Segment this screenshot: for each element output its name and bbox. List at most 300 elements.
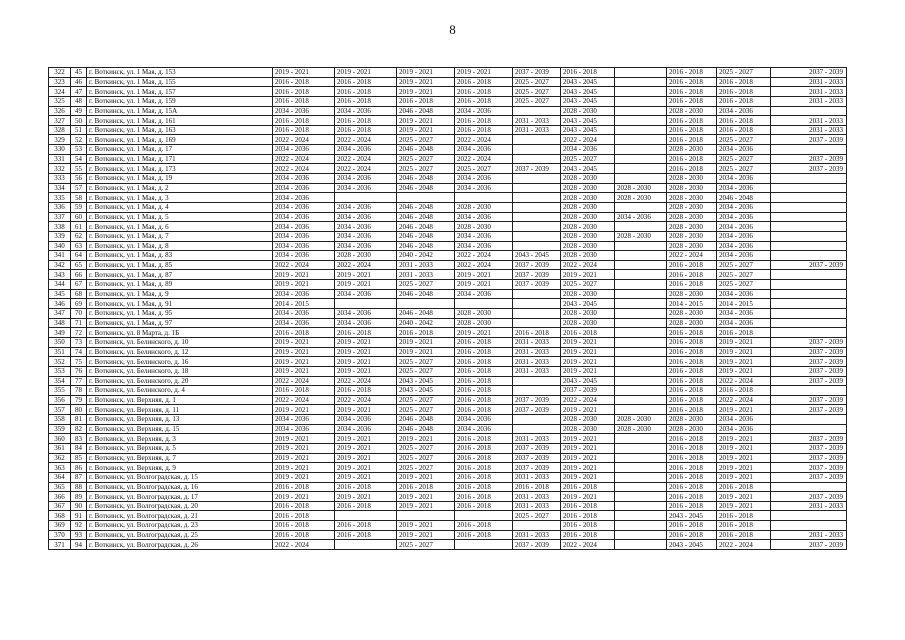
period-cell: 2022 - 2024 [273,135,335,145]
period-cell: 2016 - 2018 [561,68,615,78]
period-cell [513,145,561,155]
period-cell: 2016 - 2018 [397,328,455,338]
period-cell: 2043 - 2045 [561,164,615,174]
table-row [49,135,847,145]
item-number-cell: 57 [71,183,87,193]
period-cell: 2046 - 2048 [397,309,455,319]
row-number-cell: 323 [49,77,71,87]
period-cell: 2025 - 2027 [717,164,771,174]
address-cell: г. Воткинск, ул. 1 Мая, д. 161 [87,116,273,126]
period-cell: 2028 - 2030 [667,193,717,203]
period-cell: 2022 - 2024 [335,135,397,145]
period-cell: 2043 - 2045 [397,376,455,386]
period-cell: 2031 - 2033 [513,337,561,347]
period-cell: 2019 - 2021 [273,337,335,347]
period-cell: 2037 - 2039 [513,260,561,270]
period-cell: 2016 - 2018 [455,434,513,444]
period-cell [615,68,667,78]
period-cell: 2019 - 2021 [455,328,513,338]
period-cell: 2016 - 2018 [561,521,615,531]
period-cell: 2037 - 2039 [771,68,847,78]
item-number-cell: 66 [71,270,87,280]
row-number-cell: 346 [49,299,71,309]
period-cell: 2019 - 2021 [397,77,455,87]
period-cell: 2037 - 2039 [513,280,561,290]
table-row [49,337,847,347]
period-cell: 2016 - 2018 [667,280,717,290]
period-cell: 2037 - 2039 [771,347,847,357]
period-cell: 2046 - 2048 [397,106,455,116]
period-cell: 2046 - 2048 [397,183,455,193]
period-cell: 2016 - 2018 [397,96,455,106]
period-cell: 2037 - 2039 [513,443,561,453]
period-cell: 2028 - 2030 [561,106,615,116]
table-row [49,106,847,116]
period-cell [615,299,667,309]
period-cell: 2025 - 2027 [717,270,771,280]
period-cell: 2025 - 2027 [397,405,455,415]
item-number-cell: 62 [71,231,87,241]
period-cell: 2019 - 2021 [273,463,335,473]
item-number-cell: 93 [71,530,87,540]
period-cell [615,309,667,319]
row-number-cell: 356 [49,395,71,405]
period-cell [771,145,847,155]
row-number-cell: 342 [49,260,71,270]
period-cell: 2019 - 2021 [397,337,455,347]
address-cell: г. Воткинск, ул. Белинского, д. 12 [87,347,273,357]
period-cell: 2019 - 2021 [335,463,397,473]
address-cell: г. Воткинск, ул. Белинского, д. 16 [87,357,273,367]
period-cell: 2028 - 2030 [667,241,717,251]
period-cell [771,270,847,280]
period-cell: 2016 - 2018 [455,521,513,531]
period-cell: 2037 - 2039 [771,357,847,367]
table-row [49,540,847,550]
period-cell: 2043 - 2045 [667,540,717,550]
period-cell: 2019 - 2021 [561,337,615,347]
period-cell: 2028 - 2030 [667,106,717,116]
period-cell: 2037 - 2039 [513,68,561,78]
address-cell: г. Воткинск, ул. Верхняя, д. 3 [87,434,273,444]
period-cell: 2022 - 2024 [335,154,397,164]
address-cell: г. Воткинск, ул. 1 Мая, д. 89 [87,280,273,290]
table-row [49,405,847,415]
period-cell: 2016 - 2018 [717,530,771,540]
address-cell: г. Воткинск, ул. 1 Мая, д. 87 [87,270,273,280]
period-cell: 2019 - 2021 [561,492,615,502]
period-cell: 2034 - 2036 [335,415,397,425]
row-number-cell: 357 [49,405,71,415]
period-cell: 2031 - 2033 [513,366,561,376]
period-cell: 2028 - 2030 [667,183,717,193]
period-cell [615,501,667,511]
period-cell: 2019 - 2021 [717,405,771,415]
address-cell: г. Воткинск, ул. 1 Мая, д. 19 [87,174,273,184]
table-row [49,193,847,203]
table-row [49,521,847,531]
period-cell: 2034 - 2036 [717,202,771,212]
item-number-cell: 70 [71,309,87,319]
period-cell: 2019 - 2021 [397,472,455,482]
item-number-cell: 74 [71,347,87,357]
period-cell: 2037 - 2039 [771,463,847,473]
period-cell: 2031 - 2033 [397,270,455,280]
item-number-cell: 51 [71,125,87,135]
period-cell: 2025 - 2027 [455,164,513,174]
period-cell [615,511,667,521]
period-cell: 2019 - 2021 [561,463,615,473]
item-number-cell: 68 [71,289,87,299]
table-row [49,116,847,126]
address-cell: г. Воткинск, ул. 1 Мая, д. 159 [87,96,273,106]
period-cell: 2034 - 2036 [455,241,513,251]
period-cell [513,183,561,193]
period-cell: 2025 - 2027 [397,164,455,174]
row-number-cell: 353 [49,366,71,376]
period-cell: 2016 - 2018 [273,511,335,521]
period-cell: 2034 - 2036 [455,415,513,425]
period-cell: 2019 - 2021 [455,280,513,290]
period-cell: 2016 - 2018 [455,501,513,511]
period-cell: 2028 - 2030 [561,231,615,241]
period-cell: 2016 - 2018 [273,125,335,135]
period-cell: 2019 - 2021 [717,357,771,367]
period-cell: 2028 - 2030 [615,231,667,241]
row-number-cell: 350 [49,337,71,347]
period-cell: 2016 - 2018 [717,482,771,492]
period-cell [513,521,561,531]
address-cell: г. Воткинск, ул. 1 Мая, д. 4 [87,202,273,212]
period-cell: 2019 - 2021 [335,337,397,347]
period-cell [771,299,847,309]
period-cell: 2043 - 2045 [561,87,615,97]
period-cell [771,193,847,203]
period-cell: 2034 - 2036 [335,309,397,319]
period-cell: 2034 - 2036 [273,289,335,299]
period-cell: 2019 - 2021 [397,68,455,78]
period-cell: 2028 - 2030 [455,202,513,212]
period-cell: 2016 - 2018 [717,521,771,531]
period-cell: 2028 - 2030 [455,222,513,232]
period-cell: 2019 - 2021 [717,443,771,453]
period-cell [513,154,561,164]
table-row [49,366,847,376]
period-cell: 2019 - 2021 [561,472,615,482]
period-cell: 2028 - 2030 [615,424,667,434]
period-cell: 2034 - 2036 [455,289,513,299]
period-cell [615,174,667,184]
address-cell: г. Воткинск, ул. 1 Мая, д. 2 [87,183,273,193]
period-cell: 2031 - 2033 [771,77,847,87]
row-number-cell: 348 [49,318,71,328]
period-cell [771,222,847,232]
period-cell: 2022 - 2024 [273,260,335,270]
period-cell: 2016 - 2018 [667,328,717,338]
period-cell: 2025 - 2027 [513,77,561,87]
period-cell: 2022 - 2024 [335,395,397,405]
item-number-cell: 90 [71,501,87,511]
period-cell [615,434,667,444]
period-cell: 2034 - 2036 [717,241,771,251]
period-cell: 2016 - 2018 [513,482,561,492]
item-number-cell: 83 [71,434,87,444]
period-cell: 2034 - 2036 [335,183,397,193]
period-cell [771,183,847,193]
period-cell: 2016 - 2018 [561,501,615,511]
period-cell [513,222,561,232]
period-cell [771,231,847,241]
period-cell: 2037 - 2039 [771,164,847,174]
row-number-cell: 367 [49,501,71,511]
period-cell: 2019 - 2021 [397,116,455,126]
address-cell: г. Воткинск, ул. 8 Марта, д. 1Б [87,328,273,338]
period-cell: 2019 - 2021 [561,270,615,280]
period-cell: 2025 - 2027 [717,68,771,78]
period-cell: 2034 - 2036 [273,174,335,184]
period-cell: 2037 - 2039 [513,395,561,405]
period-cell: 2019 - 2021 [335,357,397,367]
period-cell: 2016 - 2018 [455,337,513,347]
period-cell: 2016 - 2018 [667,463,717,473]
period-cell [513,299,561,309]
address-cell: г. Воткинск, ул. 1 Мая, д. 173 [87,164,273,174]
period-cell: 2016 - 2018 [335,87,397,97]
period-cell: 2034 - 2036 [273,231,335,241]
period-cell: 2016 - 2018 [667,125,717,135]
item-number-cell: 71 [71,318,87,328]
address-cell: г. Воткинск, ул. Верхняя, д. 15 [87,424,273,434]
period-cell [513,386,561,396]
period-cell [335,540,397,550]
period-cell: 2019 - 2021 [717,501,771,511]
period-cell: 2022 - 2024 [717,395,771,405]
item-number-cell: 84 [71,443,87,453]
table-row [49,511,847,521]
period-cell: 2034 - 2036 [335,145,397,155]
period-cell: 2031 - 2033 [771,87,847,97]
item-number-cell: 58 [71,193,87,203]
period-cell [615,540,667,550]
period-cell: 2016 - 2018 [455,116,513,126]
period-cell: 2019 - 2021 [455,270,513,280]
period-cell: 2034 - 2036 [273,106,335,116]
period-cell: 2019 - 2021 [717,453,771,463]
table-row [49,212,847,222]
period-cell: 2019 - 2021 [335,434,397,444]
period-cell [513,212,561,222]
period-cell [513,174,561,184]
period-cell [615,492,667,502]
address-cell: г. Воткинск, ул. 1 Мая, д. 169 [87,135,273,145]
period-cell: 2043 - 2045 [561,116,615,126]
period-cell: 2031 - 2033 [513,492,561,502]
item-number-cell: 88 [71,482,87,492]
period-cell: 2028 - 2030 [561,193,615,203]
row-number-cell: 364 [49,472,71,482]
period-cell [615,443,667,453]
row-number-cell: 341 [49,251,71,261]
period-cell [615,241,667,251]
period-cell: 2019 - 2021 [561,443,615,453]
period-cell: 2043 - 2045 [397,386,455,396]
period-cell: 2016 - 2018 [667,135,717,145]
period-cell: 2019 - 2021 [335,366,397,376]
item-number-cell: 63 [71,241,87,251]
period-cell [771,174,847,184]
row-number-cell: 352 [49,357,71,367]
period-cell: 2019 - 2021 [397,530,455,540]
period-cell: 2025 - 2027 [397,366,455,376]
period-cell: 2025 - 2027 [397,135,455,145]
address-cell: г. Воткинск, ул. Белинского, д. 18 [87,366,273,376]
period-cell: 2037 - 2039 [513,463,561,473]
period-cell: 2022 - 2024 [561,135,615,145]
period-cell: 2028 - 2030 [561,309,615,319]
period-cell: 2016 - 2018 [397,482,455,492]
item-number-cell: 64 [71,251,87,261]
period-cell: 2019 - 2021 [335,280,397,290]
period-cell: 2037 - 2039 [771,492,847,502]
period-cell [771,202,847,212]
period-cell: 2016 - 2018 [667,501,717,511]
period-cell: 2028 - 2030 [561,251,615,261]
period-cell: 2034 - 2036 [717,415,771,425]
period-cell: 2016 - 2018 [667,154,717,164]
period-cell [615,202,667,212]
period-cell: 2031 - 2033 [397,260,455,270]
period-cell: 2022 - 2024 [273,154,335,164]
period-cell: 2019 - 2021 [717,347,771,357]
row-number-cell: 355 [49,386,71,396]
period-cell: 2028 - 2030 [667,174,717,184]
period-cell: 2016 - 2018 [455,386,513,396]
address-cell: г. Воткинск, ул. 1 Мая, д. 97 [87,318,273,328]
period-cell: 2016 - 2018 [667,405,717,415]
period-cell: 2016 - 2018 [717,511,771,521]
period-cell: 2019 - 2021 [335,347,397,357]
period-cell: 2016 - 2018 [667,96,717,106]
row-number-cell: 369 [49,521,71,531]
period-cell [615,530,667,540]
period-cell [335,299,397,309]
period-cell: 2022 - 2024 [561,260,615,270]
period-cell: 2031 - 2033 [513,116,561,126]
period-cell [615,521,667,531]
period-cell: 2037 - 2039 [771,135,847,145]
address-cell: г. Воткинск, ул. 1 Мая, д. 95 [87,309,273,319]
table-row [49,154,847,164]
row-number-cell: 334 [49,183,71,193]
period-cell [615,318,667,328]
row-number-cell: 345 [49,289,71,299]
period-cell: 2034 - 2036 [273,183,335,193]
period-cell: 2034 - 2036 [273,241,335,251]
period-cell: 2025 - 2027 [397,463,455,473]
period-cell: 2019 - 2021 [397,347,455,357]
item-number-cell: 54 [71,154,87,164]
period-cell: 2046 - 2048 [397,222,455,232]
row-number-cell: 365 [49,482,71,492]
item-number-cell: 73 [71,337,87,347]
period-cell: 2031 - 2033 [771,125,847,135]
row-number-cell: 362 [49,453,71,463]
period-cell: 2037 - 2039 [513,453,561,463]
item-number-cell: 94 [71,540,87,550]
period-cell: 2022 - 2024 [455,251,513,261]
period-cell [615,405,667,415]
period-cell: 2037 - 2039 [513,164,561,174]
address-cell: г. Воткинск, ул. 1 Мая, д. 91 [87,299,273,309]
table-row [49,501,847,511]
period-cell: 2034 - 2036 [335,222,397,232]
row-number-cell: 361 [49,443,71,453]
period-cell: 2016 - 2018 [455,87,513,97]
period-cell: 2028 - 2030 [667,145,717,155]
table-row [49,530,847,540]
period-cell: 2019 - 2021 [335,405,397,415]
address-cell: г. Воткинск, ул. Белинского, д. 10 [87,337,273,347]
period-cell: 2028 - 2030 [561,241,615,251]
table-row [49,183,847,193]
period-cell: 2043 - 2045 [513,251,561,261]
period-cell: 2016 - 2018 [717,116,771,126]
period-cell [513,289,561,299]
period-cell [771,289,847,299]
period-cell: 2034 - 2036 [455,212,513,222]
item-number-cell: 89 [71,492,87,502]
period-cell: 2022 - 2024 [273,376,335,386]
period-cell: 2037 - 2039 [771,472,847,482]
table-row [49,164,847,174]
address-cell: г. Воткинск, ул. Белинского, д. 4 [87,386,273,396]
period-cell: 2016 - 2018 [667,395,717,405]
period-cell [615,376,667,386]
period-cell [615,347,667,357]
period-cell [615,116,667,126]
period-cell: 2037 - 2039 [771,376,847,386]
item-number-cell: 91 [71,511,87,521]
period-cell: 2016 - 2018 [273,501,335,511]
period-cell: 2031 - 2033 [513,347,561,357]
address-cell: г. Воткинск, ул. 1 Мая, д. 7 [87,231,273,241]
period-cell: 2028 - 2030 [667,222,717,232]
table-row [49,357,847,367]
period-cell: 2016 - 2018 [455,366,513,376]
address-cell: г. Воткинск, ул. 1 Мая, д. 6 [87,222,273,232]
period-cell: 2028 - 2030 [667,202,717,212]
period-cell: 2037 - 2039 [513,540,561,550]
period-cell: 2016 - 2018 [667,492,717,502]
table-row [49,96,847,106]
period-cell: 2019 - 2021 [273,68,335,78]
period-cell: 2025 - 2027 [717,154,771,164]
period-cell: 2016 - 2018 [667,386,717,396]
period-cell: 2022 - 2024 [455,154,513,164]
period-cell: 2031 - 2033 [513,501,561,511]
address-cell: г. Воткинск, ул. Волгоградская, д. 15 [87,472,273,482]
period-cell: 2016 - 2018 [667,260,717,270]
table-row [49,415,847,425]
item-number-cell: 56 [71,174,87,184]
table-row [49,87,847,97]
row-number-cell: 322 [49,68,71,78]
period-cell: 2016 - 2018 [667,443,717,453]
row-number-cell: 347 [49,309,71,319]
period-cell [455,299,513,309]
period-cell: 2034 - 2036 [273,145,335,155]
period-cell: 2016 - 2018 [335,482,397,492]
